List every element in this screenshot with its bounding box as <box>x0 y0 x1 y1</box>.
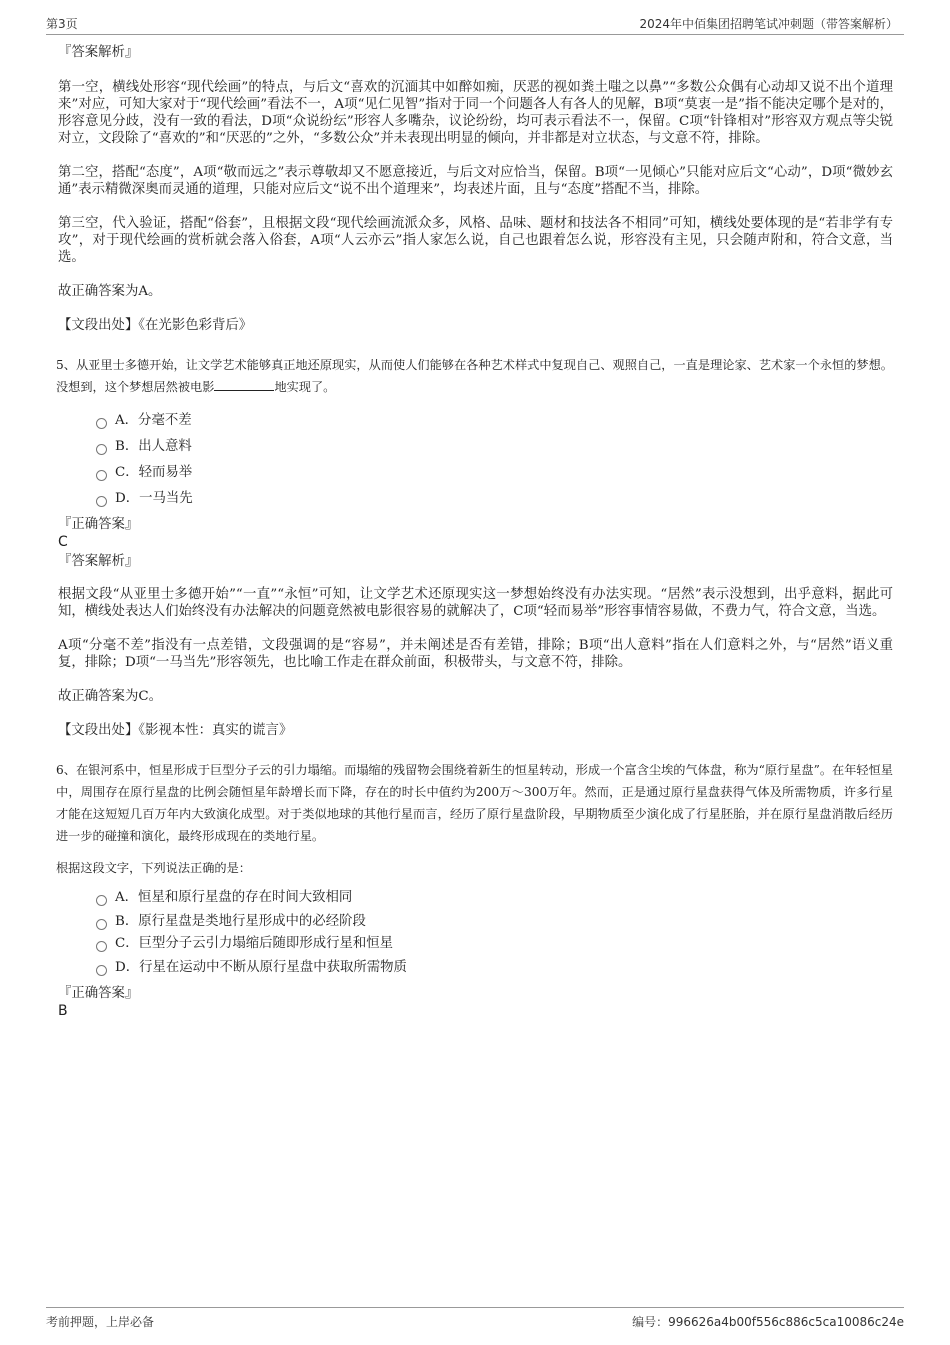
radio-icon[interactable] <box>96 470 107 481</box>
q6-prompt: 根据这段文字，下列说法正确的是： <box>56 861 251 875</box>
radio-icon[interactable] <box>96 496 107 507</box>
q5-conclusion: 故正确答案为C。 <box>58 689 162 704</box>
q6-options <box>96 885 893 981</box>
footer-slogan: 考前押题，上岸必备 <box>46 1315 155 1329</box>
radio-icon[interactable] <box>96 941 107 952</box>
radio-icon[interactable] <box>96 418 107 429</box>
q5-source: 【文段出处】《影视本性：真实的谎言》 <box>58 723 293 738</box>
q4-conclusion: 故正确答案为A。 <box>58 284 162 299</box>
footer-code-value: 996626a4b00f556c886c5ca10086c24e <box>668 1315 904 1329</box>
q5-option-a-label: A．分毫不差 <box>115 413 192 428</box>
q6-answer-label: 『正确答案』 <box>58 986 139 1001</box>
page-header <box>46 12 904 35</box>
q6-option-c-label: C．巨型分子云引力塌缩后随即形成行星和恒星 <box>115 936 394 951</box>
q5-option-c[interactable] <box>96 460 893 486</box>
q4-analysis-para-2: 第二空，搭配“态度”，A项“敬而远之”表示尊敬却又不愿意接近，与后文对应恰当，保留。B项“一见倾心”只能对应后文“心动”，D项“微妙玄通”表示精微深奥而灵通的道理，只能对应后文“说不出个道理来”，均表述片面，且与“态度”搭配不当，排除。 <box>58 165 893 197</box>
q6-option-c[interactable] <box>96 933 893 955</box>
q6-option-d-label: D．行星在运动中不断从原行星盘中获取所需物质 <box>115 960 407 975</box>
q4-analysis-para-1: 第一空，横线处形容“现代绘画”的特点，与后文“喜欢的沉湎其中如醉如痴，厌恶的视如粪土嗤之以鼻”“多数公众偶有心动却又说不出个道理来”对应，可知大家对于“现代绘画”看法不一，A项“见仁见智”指对于同一个问题各人有各人的见解，B项“莫衷一是”指不能决定哪个是对的，形容意见分歧，没有一致的看法，D项“众说纷纭”形容人多嘴杂，议论纷纷，均可表示看法不一，保留。C项“针锋相对”形容双方观点等尖锐对立，文段除了“喜欢的”和“厌恶的”之外，“多数公众”并未表现出明显的倾向，并非都是对立状态，与文意不符，排除。 <box>58 80 893 146</box>
q5-option-a[interactable] <box>96 408 893 434</box>
q5-options <box>96 408 893 512</box>
radio-icon[interactable] <box>96 919 107 930</box>
q5-analysis-label: 『答案解析』 <box>58 554 139 569</box>
q5-answer-label: 『正确答案』 <box>58 517 139 532</box>
q5-option-d-label: D．一马当先 <box>115 491 193 506</box>
q6-answer: B <box>58 1003 68 1019</box>
q5-option-b[interactable] <box>96 434 893 460</box>
q4-analysis-label: 『答案解析』 <box>58 45 139 60</box>
page-footer <box>46 1307 904 1328</box>
q6-option-a[interactable] <box>96 885 893 911</box>
q6-option-a-label: A．恒星和原行星盘的存在时间大致相同 <box>115 890 353 905</box>
q5-blank <box>214 376 274 391</box>
q6-option-d[interactable] <box>96 955 893 981</box>
q6-stem: 6、在银河系中，恒星形成于巨型分子云的引力塌缩。而塌缩的残留物会围绕着新生的恒星转动，形成一个富含尘埃的气体盘，称为“原行星盘”。在年轻恒星中，周围存在原行星盘的比例会随恒星年龄增长而下降，存在的时长中值约为200万～300万年。然而，正是通过原行星盘获得气体及所需物质，许多行星才能在这短短几百万年内大致演化成型。对于类似地球的其他行星而言，经历了原行星盘阶段，早期物质至少演化成了行星胚胎，并在原行星盘消散后经历进一步的碰撞和演化，最终形成现在的类地行星。 <box>56 763 893 843</box>
q6-option-b[interactable] <box>96 911 893 933</box>
q5-analysis-para-2: A项“分毫不差”指没有一点差错，文段强调的是“容易”，并未阐述是否有差错，排除；B项“出人意料”指在人们意料之外，与“居然”语义重复，排除；D项“一马当先”形容领先，也比喻工作走在群众前面，积极带头，与文意不符，排除。 <box>58 638 893 670</box>
footer-code <box>632 1313 904 1330</box>
q5-stem-before: 5、从亚里士多德开始，让文学艺术能够真正地还原现实，从而使人们能够在各种艺术样式中复现自己、观照自己，一直是理论家、艺术家一个永恒的梦想。没想到，这个梦想居然被电影 <box>56 358 893 394</box>
q5-option-b-label: B．出人意料 <box>115 439 192 454</box>
q5-option-c-label: C．轻而易举 <box>115 465 193 480</box>
q5-stem <box>56 354 893 398</box>
q5-option-d[interactable] <box>96 486 893 512</box>
radio-icon[interactable] <box>96 895 107 906</box>
page-content <box>58 44 893 1022</box>
footer-code-label: 编号： <box>632 1315 669 1329</box>
q4-source: 【文段出处】《在光影色彩背后》 <box>58 318 253 333</box>
page-number: 第3页 <box>46 17 78 31</box>
q5-analysis-para-1: 根据文段“从亚里士多德开始”“一直”“永恒”可知，让文学艺术还原现实这一梦想始终没有办法实现。“居然”表示没想到，出乎意料，据此可知，横线处表达人们始终没有办法解决的问题竟然被电影很容易的就解决了，C项“轻而易举”形容事情容易做，不费力气，符合文意，当选。 <box>58 587 893 619</box>
q5-stem-after: 地实现了。 <box>274 380 336 394</box>
q4-analysis-para-3: 第三空，代入验证，搭配“俗套”，且根据文段“现代绘画流派众多，风格、品味、题材和技法各不相同”可知，横线处要体现的是“若非学有专攻”，对于现代绘画的赏析就会落入俗套，A项“人云亦云”指人家怎么说，自己也跟着怎么说，形容没有主见，只会随声附和，符合文意，当选。 <box>58 216 893 265</box>
radio-icon[interactable] <box>96 965 107 976</box>
q6-option-b-label: B．原行星盘是类地行星形成中的必经阶段 <box>115 914 366 929</box>
document-title: 2024年中佰集团招聘笔试冲刺题（带答案解析） <box>639 17 898 31</box>
radio-icon[interactable] <box>96 444 107 455</box>
q5-answer: C <box>58 534 68 550</box>
